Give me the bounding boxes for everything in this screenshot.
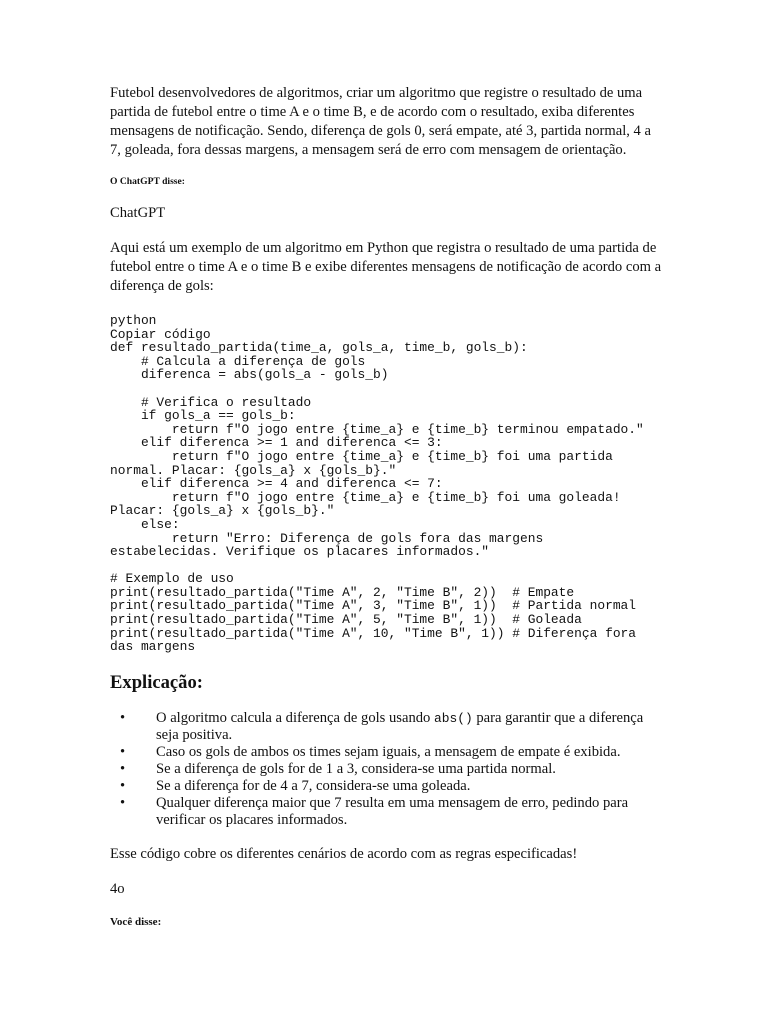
code-content: def resultado_partida(time_a, gols_a, time_b, gols_b): # Calcula a diferença de gols diferenca = abs(gols_a - gols_b) # Verifica o resultado if gols_a == gols_b: return f"O jogo entre {time_a} e {time_b} terminou empatado." elif diferenca >= 1 and diferenca <= 3: return f"O jogo entre {time_a} e {time_b} foi uma partida normal. Placar: {gols_a} x {gols_b}." elif diferenca >= 4 and diferenca <= 7: return f"O jogo entre {time_a} e {time_b} foi uma goleada! Placar: {gols_a} x {gols_b}." else: return "Erro: Diferença de gols fora das margens estabelecidas. Verifique os placares informados." # Exemplo de uso print(resultado_partida("Time A", 2, "Time B", 2)) # Empate print(resultado_partida("Time A", 3, "Time B", 1)) # Partida normal print(resultado_partida("Time A", 5, "Time B", 1)) # Goleada print(resultado_partida("Time A", 10, "Time B", 1)) # Diferença fora das margens [110, 340, 644, 655]
answer-intro: Aqui está um exemplo de um algoritmo em Python que registra o resultado de uma partida de futebol entre o time A e o time B e exibe diferentes mensagens de notificação de acordo com a diferença de gols: [110, 240, 662, 294]
inline-code: abs() [434, 710, 473, 726]
bullet-icon: • [120, 709, 126, 726]
explanation-heading: Explicação: [110, 671, 203, 693]
list-item: • Se a diferença de gols for de 1 a 3, considera-se uma partida normal. [120, 760, 556, 777]
you-said-label: Você disse: [110, 915, 162, 928]
bullet-icon: • [120, 794, 126, 811]
list-item: • Qualquer diferença maior que 7 resulta em uma mensagem de erro, pedindo para verificar os placares informados. [120, 794, 629, 828]
bullet-icon: • [120, 760, 126, 777]
list-item: • Caso os gols de ambos os times sejam iguais, a mensagem de empate é exibida. [120, 743, 621, 760]
list-item: • Se a diferença for de 4 a 7, considera-se uma goleada. [120, 777, 471, 794]
bullet-icon: • [120, 777, 126, 794]
explanation-list [110, 710, 662, 829]
closing-text: Esse código cobre os diferentes cenários de acordo com as regras especificadas! [110, 845, 578, 862]
list-item: • O algoritmo calcula a diferença de gols usando abs() para garantir que a diferença seja positiva. [120, 709, 644, 743]
document-page [110, 84, 662, 929]
model-label: 4o [110, 880, 125, 897]
assistant-name: ChatGPT [110, 205, 166, 221]
bullet-icon: • [120, 743, 126, 760]
chatgpt-said-label: O ChatGPT disse: [110, 176, 185, 187]
user-prompt: Futebol desenvolvedores de algoritmos, criar um algoritmo que registre o resultado de uma partida de futebol entre o time A e o time B, e de acordo com o resultado, exiba diferentes mensagens de notificação. Sendo, diferença de gols 0, será empate, até 3, partida normal, 4 a 7, goleada, fora dessas margens, a mensagem será de erro com mensagem de orientação. [110, 85, 651, 158]
code-block [110, 314, 662, 654]
copy-code-button[interactable]: Copiar código [110, 326, 211, 342]
code-language-label: python [110, 313, 157, 328]
